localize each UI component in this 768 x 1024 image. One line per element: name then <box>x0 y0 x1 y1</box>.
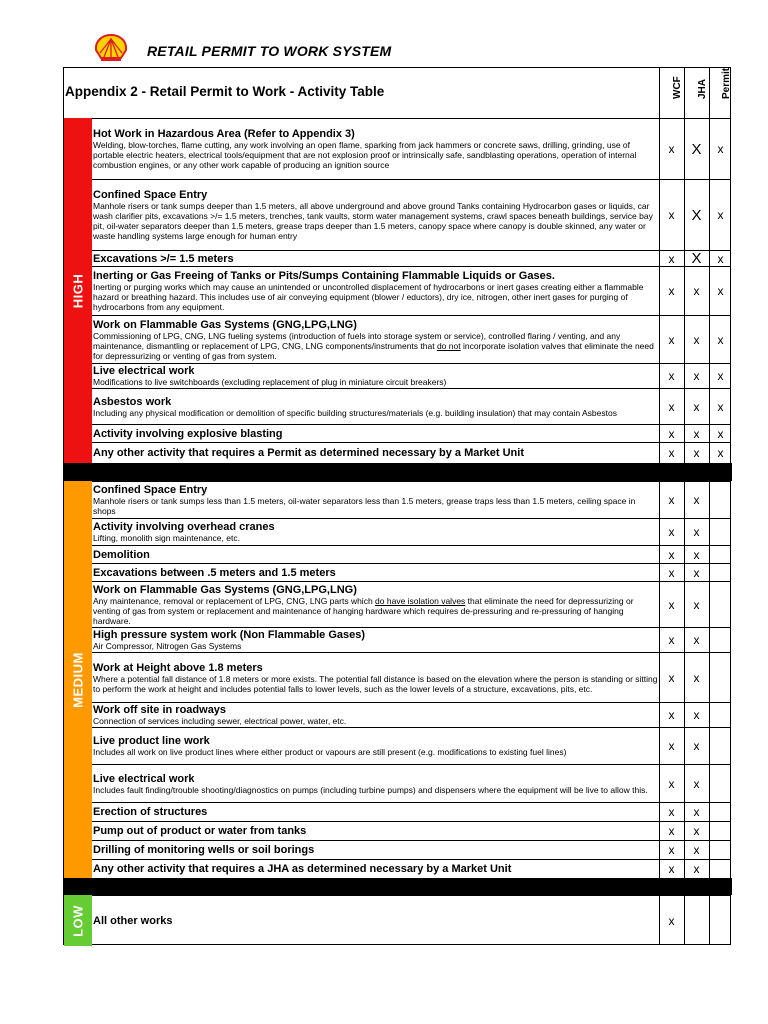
activity-title: Inerting or Gas Freeing of Tanks or Pits/Sumps Containing Flammable Liquids or Gases. <box>93 270 555 282</box>
activity-cell <box>92 803 659 821</box>
category-label-low: LOW <box>70 904 86 937</box>
table-row <box>92 764 730 802</box>
jha-mark: x <box>693 369 700 383</box>
activity-cell <box>92 267 659 315</box>
wcf-mark: x <box>668 547 675 562</box>
wcf-mark: x <box>668 493 675 507</box>
section-separator <box>64 878 732 895</box>
table-row <box>92 581 730 627</box>
activity-cell <box>92 482 659 518</box>
activity-cell <box>92 896 659 946</box>
activity-cell <box>92 119 659 179</box>
jha-mark: x <box>693 633 700 647</box>
jha-mark: x <box>693 862 700 876</box>
jha-mark: x <box>693 776 700 791</box>
activity-title: Work on Flammable Gas Systems (GNG,LPG,LNG) <box>93 318 357 331</box>
table-row <box>92 518 730 545</box>
permit-mark: x <box>717 208 724 222</box>
activity-title: Asbestos work <box>93 395 172 408</box>
jha-mark: x <box>693 739 700 753</box>
category-band-high <box>64 118 92 463</box>
activity-cell <box>92 765 659 802</box>
wcf-mark: x <box>668 708 675 722</box>
table-row <box>92 840 730 859</box>
activity-cell <box>92 582 659 627</box>
table-row <box>92 442 730 463</box>
activity-title: Work on Flammable Gas Systems (GNG,LPG,LNG) <box>93 583 357 596</box>
activity-title: Excavations between .5 meters and 1.5 meters <box>93 566 336 579</box>
permit-mark: x <box>717 142 724 156</box>
jha-mark: X <box>691 140 702 158</box>
activity-title: Any other activity that requires a Permit as determined necessary by a Market Unit <box>93 447 524 459</box>
permit-mark: x <box>717 369 724 383</box>
table-row <box>92 652 730 702</box>
activity-description: Includes fault finding/trouble shooting/diagnostics on pumps (including turbine pumps) and dispensers where the equipment will be live to allow this. <box>93 784 648 795</box>
permit-mark <box>709 841 732 859</box>
jha-mark: x <box>693 565 700 580</box>
document-title: RETAIL PERMIT TO WORK SYSTEM <box>147 43 392 59</box>
activity-title: Erection of structures <box>93 806 208 818</box>
table-row <box>92 627 730 652</box>
activity-description: Air Compressor, Nitrogen Gas Systems <box>93 641 242 651</box>
activity-description: Modifications to live switchboards (excluding replacement of plug in miniature circuit breakers) <box>93 377 447 387</box>
permit-mark: x <box>717 446 724 460</box>
jha-mark: x <box>693 426 700 441</box>
activity-cell <box>92 389 659 424</box>
permit-mark: x <box>717 332 724 347</box>
table-row <box>92 363 730 388</box>
permit-mark <box>709 896 732 946</box>
jha-mark: x <box>693 805 700 819</box>
jha-mark: x <box>693 332 700 347</box>
activity-description: Inerting or purging works which may cause an unintended or uncontrolled displacement of hydrocarbons or inert gases creating either a flammable hazard or breathing hazard. This includes use of air conveying equipment (blower / eductors), dry ice, nitrogen, other inert gases for purging of hydrocarbons from any equipment. <box>93 282 644 312</box>
wcf-mark: x <box>668 446 675 460</box>
jha-mark: x <box>693 399 700 414</box>
wcf-mark: x <box>668 597 675 612</box>
wcf-mark: x <box>668 565 675 580</box>
activity-description: Welding, blow-torches, flame cutting, any work involving an open flame, sparking from jack hammers or concrete saws, drilling, grinding, use of portable electric heaters, electrical tools/equipment that are not explosion proof or intrinsically safe, sandblasting operations, operation of internal combustion engines, or any other work capable of producing an ignition source <box>93 140 637 170</box>
activity-table <box>63 67 731 945</box>
activity-cell <box>92 425 659 442</box>
jha-mark: x <box>693 525 700 539</box>
activity-description: Lifting, monolith sign maintenance, etc. <box>93 533 240 543</box>
table-row <box>92 802 730 821</box>
table-row <box>92 481 730 518</box>
permit-mark <box>709 822 732 840</box>
activity-title: Live product line work <box>93 735 210 747</box>
jha-mark: x <box>693 547 700 562</box>
activity-cell <box>92 822 659 840</box>
permit-mark: x <box>717 399 724 414</box>
permit-mark <box>709 482 732 518</box>
activity-title: Drilling of monitoring wells or soil borings <box>93 844 315 856</box>
activity-description: Any maintenance, removal or replacement of LPG, CNG, LNG parts which do have isolation valves that eliminate the need for depressurizing or venting of gas from system or replacement and maintenance of hanging hardware which requires de-pressuring and re-pressuring of hanging hardware. <box>93 595 634 626</box>
column-header-permit: Permit <box>720 67 732 99</box>
column-header-jha: JHA <box>696 78 708 99</box>
table-row <box>92 821 730 840</box>
activity-cell <box>92 316 659 363</box>
jha-mark: X <box>691 206 702 224</box>
permit-mark <box>709 728 732 764</box>
activity-title: Hot Work in Hazardous Area (Refer to Appendix 3) <box>93 128 355 140</box>
table-row <box>92 895 730 946</box>
activity-description: Includes all work on live product lines where either product or vapours are still present (e.g. modifications to existing fuel lines) <box>93 747 567 757</box>
permit-mark <box>709 803 732 821</box>
activity-description: Commissioning of LPG, CNG, LNG fueling systems (introduction of fuels into storage system or service), controlled flaring / venting, and any maintenance, dismantling or replacement of LPG, CNG, LNG components/instruments that do not incorporate isolation valves that eliminate the need for depressurizing or venting of gas from system. <box>93 330 654 361</box>
jha-mark: x <box>693 284 700 298</box>
wcf-mark: x <box>668 914 675 928</box>
activity-cell <box>92 860 659 878</box>
activity-title: Work at Height above 1.8 meters <box>93 661 263 674</box>
jha-mark <box>684 896 709 946</box>
table-row <box>92 424 730 442</box>
table-row <box>92 118 730 179</box>
activity-title: Demolition <box>93 548 150 561</box>
activity-cell <box>92 519 659 545</box>
activity-description: Including any physical modification or demolition of specific building structures/materials (e.g. building insulation) that may contain Asbestos <box>93 407 617 418</box>
activity-title: Activity involving explosive blasting <box>93 427 283 440</box>
jha-mark: x <box>693 493 700 507</box>
activity-title: Live electrical work <box>93 772 195 785</box>
permit-mark <box>709 628 732 652</box>
activity-title: High pressure system work (Non Flammable Gases) <box>93 629 366 641</box>
permit-mark <box>709 860 732 878</box>
permit-mark <box>709 765 732 802</box>
permit-mark <box>709 703 732 727</box>
activity-cell <box>92 180 659 250</box>
wcf-mark: x <box>668 251 675 266</box>
activity-title: Excavations >/= 1.5 meters <box>93 252 234 265</box>
activity-title: Live electrical work <box>93 365 195 377</box>
activity-description: Manhole risers or tank sumps less than 1.5 meters, oil-water separators less than 1.5 meters, grease traps less than 1.5 meters, ceiling space in shops <box>93 496 636 516</box>
table-title: Appendix 2 - Retail Permit to Work - Activity Table <box>65 84 385 99</box>
activity-title: Confined Space Entry <box>93 189 208 201</box>
wcf-mark: x <box>668 843 675 857</box>
shell-pecten-logo <box>93 33 129 63</box>
activity-cell <box>92 841 659 859</box>
activity-title: Activity involving overhead cranes <box>93 521 275 533</box>
activity-cell <box>92 703 659 727</box>
activity-cell <box>92 251 659 266</box>
category-band-low <box>64 895 92 946</box>
jha-mark: x <box>693 446 700 460</box>
wcf-mark: x <box>668 284 675 298</box>
activity-description: Manhole risers or tank sumps deeper than 1.5 meters, all above underground and above ground Tanks containing Hydrocarbon gases or liquids, car wash clarifier pits, excavations >/= 1.5 meters, trenches, tank vaults, storm water management systems, crawl spaces beneath buildings, service bay pit, oil-water separators deeper than 1.5 meters, grease traps deeper than 1.5 meters, canopy space where canopy is double skinned, any water or waste handling systems large enough for human entry <box>93 201 653 241</box>
permit-mark: x <box>717 426 724 441</box>
table-row <box>92 179 730 250</box>
wcf-mark: x <box>668 399 675 414</box>
permit-mark <box>709 582 732 627</box>
table-title-cell <box>64 68 659 118</box>
permit-mark: x <box>717 251 724 266</box>
permit-mark <box>709 519 732 545</box>
activity-description: Where a potential fall distance of 1.8 meters or more exists. The potential fall distance is based on the elevation where the person is standing or sitting to perform the work at height and includes potential falls to lower levels, such as the lower levels of a structure, excavations, pits, etc. <box>93 673 658 694</box>
activity-title: Pump out of product or water from tanks <box>93 825 307 837</box>
activity-title: Any other activity that requires a JHA as determined necessary by a Market Unit <box>93 863 512 875</box>
wcf-mark: x <box>668 776 675 791</box>
column-header-wcf: WCF <box>671 76 683 99</box>
wcf-mark: x <box>668 670 675 685</box>
activity-cell <box>92 546 659 563</box>
activity-cell <box>92 653 659 702</box>
wcf-mark: x <box>668 739 675 753</box>
wcf-mark: x <box>668 369 675 383</box>
table-row <box>92 859 730 878</box>
wcf-mark: x <box>668 426 675 441</box>
jha-mark: x <box>693 670 700 685</box>
wcf-mark: x <box>668 862 675 876</box>
table-row <box>92 266 730 315</box>
wcf-mark: x <box>668 142 675 156</box>
wcf-mark: x <box>668 805 675 819</box>
activity-cell <box>92 564 659 581</box>
table-row <box>92 727 730 764</box>
table-row <box>92 563 730 581</box>
wcf-mark: x <box>668 824 675 838</box>
activity-cell <box>92 364 659 388</box>
table-row <box>92 315 730 363</box>
jha-mark: x <box>693 843 700 857</box>
activity-title: Work off site in roadways <box>93 704 227 716</box>
wcf-mark: x <box>668 525 675 539</box>
table-row <box>92 545 730 563</box>
activity-cell <box>92 728 659 764</box>
permit-mark <box>709 564 732 581</box>
wcf-mark: x <box>668 208 675 222</box>
wcf-mark: x <box>668 332 675 347</box>
section-separator <box>64 463 732 481</box>
activity-title: All other works <box>93 915 173 927</box>
permit-mark <box>709 546 732 563</box>
category-label-medium: MEDIUM <box>70 651 86 708</box>
category-band-medium <box>64 481 92 878</box>
wcf-mark: x <box>668 633 675 647</box>
permit-mark: x <box>717 284 724 298</box>
table-row <box>92 388 730 424</box>
activity-title: Confined Space Entry <box>93 484 208 496</box>
jha-mark: x <box>693 824 700 838</box>
activity-description: Connection of services including sewer, electrical power, water, etc. <box>93 716 347 726</box>
jha-mark: x <box>693 708 700 722</box>
table-row <box>92 702 730 727</box>
activity-cell <box>92 443 659 463</box>
jha-mark: X <box>691 250 702 267</box>
page-header <box>93 33 693 63</box>
activity-cell <box>92 628 659 652</box>
table-row <box>92 250 730 266</box>
permit-mark <box>709 653 732 702</box>
category-label-high: HIGH <box>70 273 86 308</box>
jha-mark: x <box>693 597 700 612</box>
